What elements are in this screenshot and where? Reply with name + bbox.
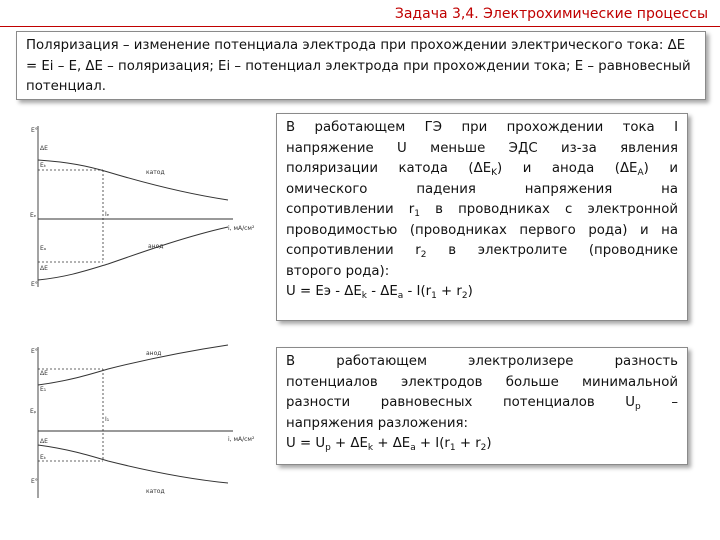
b1-l3a: поляризации катода ( bbox=[286, 161, 474, 176]
electrolyzer-text-box bbox=[276, 347, 688, 465]
b2-f8: 1 bbox=[449, 443, 456, 453]
label-cathode: катод bbox=[146, 169, 165, 176]
b1-l7a: сопротивлении r bbox=[286, 243, 421, 258]
b1-l3b: ΔE bbox=[473, 161, 492, 176]
b1-line-8: второго рода): bbox=[286, 263, 390, 279]
b1-line-4: омического падения напряжения на bbox=[286, 181, 678, 197]
b2-f3: + ΔЕ bbox=[330, 436, 368, 451]
label-i1: I₁ bbox=[105, 416, 110, 423]
b1-l5b: 1 bbox=[414, 209, 420, 219]
label-e-bottom: E° bbox=[31, 478, 38, 485]
label-e1: E₁ bbox=[40, 386, 47, 393]
b2-f4: k bbox=[367, 443, 374, 453]
b1-l7c: в электролите (проводнике bbox=[426, 243, 678, 258]
b1-f2: k bbox=[361, 291, 367, 301]
b1-formula bbox=[286, 282, 678, 303]
b1-f4: a bbox=[397, 291, 404, 301]
b2-f11: ) bbox=[486, 436, 492, 451]
anode-curve bbox=[38, 345, 228, 385]
b2-f7: + I(r bbox=[415, 436, 450, 451]
label-ek: Eₖ bbox=[40, 454, 47, 461]
b2-line-4: напряжения разложения: bbox=[286, 415, 468, 431]
b1-f9: ) bbox=[467, 284, 473, 299]
b1-line-2: напряжение U меньше ЭДС из-за явления bbox=[286, 140, 678, 156]
b1-f1: U = Еэ - ΔЕ bbox=[286, 284, 362, 299]
label-ie: Iₑ bbox=[105, 211, 110, 218]
label-delta-ek: ΔE bbox=[40, 438, 48, 445]
b1-line-6: проводимостью (проводниках первого рода) и на bbox=[286, 222, 678, 238]
b2-l3: разности равновесных потенциалов U bbox=[286, 395, 636, 410]
b1-l3d: ) и анода ( bbox=[497, 161, 620, 176]
b2-l3e: – bbox=[640, 395, 678, 410]
label-anode: анод bbox=[146, 350, 162, 357]
b1-l3f: A bbox=[637, 168, 644, 178]
label-e-bottom: E° bbox=[31, 281, 38, 288]
b2-f6: a bbox=[410, 443, 416, 453]
cathode-curve bbox=[38, 445, 228, 483]
title-underline bbox=[0, 26, 720, 27]
b2-line-2: потенциалов электродов больше минимальной bbox=[286, 374, 678, 390]
b1-l7b: 2 bbox=[420, 250, 427, 260]
b2-formula bbox=[286, 434, 678, 455]
label-delta-ea: ΔE bbox=[40, 265, 48, 272]
definition-text: Поляризация – изменение потенциала электрода при прохождении электрического тока: ΔЕ = Еi – Е, ΔЕ – поляризация; Еi – потенциал электрода при прохождении тока; Е – равновесный потенциал. bbox=[26, 38, 691, 94]
b1-l3g: ) и bbox=[643, 161, 678, 176]
b1-l5c: в проводниках с электронной bbox=[419, 202, 678, 217]
b1-f5: - I(r bbox=[403, 284, 432, 299]
b2-f1: U = U bbox=[286, 436, 326, 451]
label-axis-current: i, мА/см² bbox=[228, 225, 255, 232]
label-delta-ek: ΔE bbox=[40, 145, 48, 152]
label-e-top: E° bbox=[31, 127, 38, 134]
b1-line-1: В работающем ГЭ при прохождении тока I bbox=[286, 120, 678, 135]
b1-l3c: K bbox=[491, 168, 498, 178]
galvanic-cell-text-box bbox=[276, 113, 688, 321]
b2-line-1: В работающем электролизере разность bbox=[286, 354, 678, 369]
slide-title: Задача 3,4. Электрохимические процессы bbox=[394, 6, 708, 22]
anode-curve bbox=[38, 227, 228, 280]
b1-line-7 bbox=[286, 241, 678, 262]
b1-l3e: ΔE bbox=[619, 161, 638, 176]
label-ea: Eₐ bbox=[40, 245, 47, 252]
label-axis-current: i, мА/см² bbox=[228, 436, 255, 443]
definition-box bbox=[16, 31, 706, 100]
label-delta-ea: ΔE bbox=[40, 370, 48, 377]
label-cathode: катод bbox=[146, 488, 165, 495]
label-anode: анод bbox=[148, 243, 164, 250]
b2-f5: + ΔЕ bbox=[373, 436, 411, 451]
label-ep: Eₚ bbox=[30, 408, 37, 415]
b1-f3: - ΔЕ bbox=[367, 284, 398, 299]
b1-f8: 2 bbox=[461, 291, 468, 301]
b1-f6: 1 bbox=[431, 291, 437, 301]
cathode-curve bbox=[38, 160, 228, 200]
b2-line-3 bbox=[286, 393, 678, 414]
b2-l3s: p bbox=[635, 402, 641, 412]
galvanic-polarization-diagram bbox=[28, 122, 268, 292]
b1-line-5 bbox=[286, 200, 678, 221]
electrolyzer-polarization-diagram bbox=[28, 343, 268, 503]
b1-f7: + r bbox=[436, 284, 462, 299]
label-e-top: E° bbox=[31, 348, 38, 355]
b2-f9: + r bbox=[455, 436, 481, 451]
label-ek: Eₖ bbox=[40, 162, 47, 169]
b1-l5a: сопротивлении r bbox=[286, 202, 415, 217]
b1-line-3 bbox=[286, 159, 678, 180]
label-eq: Eₑ bbox=[30, 212, 37, 219]
b2-f2: p bbox=[325, 443, 331, 453]
b2-f10: 2 bbox=[480, 443, 487, 453]
